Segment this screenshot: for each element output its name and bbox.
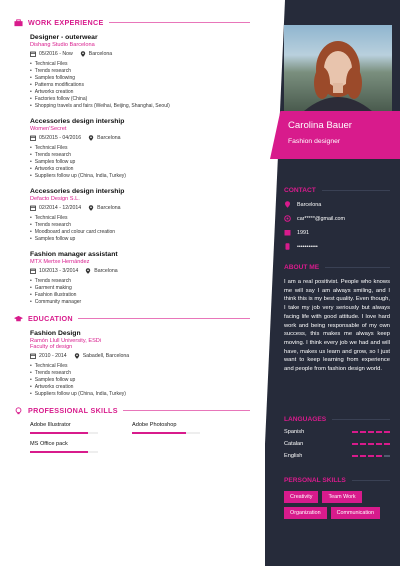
degree-title: Fashion Design	[30, 330, 81, 337]
job-task-list	[30, 215, 250, 243]
language-level	[352, 443, 390, 445]
contact-header	[284, 187, 390, 194]
skill-bar-fill	[30, 432, 88, 434]
education-task: • Technical Files	[30, 363, 250, 370]
job-task: • Factories follow (China)	[30, 96, 250, 103]
job-task-list	[30, 61, 250, 110]
job-task: • Shopping travels and fairs (Weihai, Beijing, Shanghai, Seoul)	[30, 103, 250, 110]
language-row	[284, 429, 390, 435]
languages-header	[284, 416, 390, 423]
language-level-dot	[376, 455, 382, 457]
education-entry	[30, 330, 250, 398]
contact-section	[284, 187, 390, 250]
about-header	[284, 264, 390, 271]
skill-bar	[132, 432, 200, 434]
job-task: • Trends research	[30, 222, 250, 229]
calendar-icon	[30, 135, 36, 141]
phone-icon	[284, 243, 291, 250]
job-company: MTX Mertxe Hernández	[30, 259, 90, 265]
job-task: • Trends research	[30, 68, 250, 75]
work-experience-title: WORK EXPERIENCE	[28, 18, 104, 27]
job-task: • Artworks creation	[30, 166, 250, 173]
about-text: I am a real positivist. People who knows me will say I am always smiling, and I think this is my best quality. Even though, I take my job very seriously but always facing life with good attitude. I love hard work and being responsable of my own success, this makes me always keep moving. I think every job we had and will have, makes us learn and grow, so I just want to keep learning from experience and people from fashion design world.	[284, 279, 390, 373]
job-task: • Samples following	[30, 75, 250, 82]
job-entry	[30, 34, 250, 110]
skills-row-2	[30, 441, 250, 453]
language-name: Catalan	[284, 441, 304, 447]
location-pin-icon	[284, 201, 291, 208]
job-title: Accessories design intership	[30, 118, 125, 125]
job-task: • Samples follow up	[30, 236, 250, 243]
contact-birth-text: 1991	[297, 229, 309, 236]
job-task: • Artworks creation	[30, 89, 250, 96]
faculty-name: Faculty of design	[30, 344, 73, 350]
calendar-icon	[30, 205, 36, 211]
job-location: Barcelona	[94, 268, 118, 274]
language-row	[284, 441, 390, 447]
contact-phone[interactable]	[284, 243, 390, 250]
personal-skills-title: PERSONAL SKILLS	[284, 477, 346, 484]
skill-item	[30, 422, 98, 434]
education-task: • Suppliers follow up (China, India, Turkey)	[30, 391, 250, 398]
job-meta	[30, 205, 250, 211]
language-level-dot	[376, 431, 382, 433]
job-task: • Trends research	[30, 278, 250, 285]
personal-skills-chips	[284, 491, 390, 519]
work-experience-header	[14, 18, 250, 27]
education-task: • Samples follow up	[30, 377, 250, 384]
section-divider	[78, 318, 250, 319]
job-company: Women'Secret	[30, 126, 67, 132]
job-company: Defacto Design S.L.	[30, 196, 80, 202]
job-task: • Community manager	[30, 299, 250, 306]
skill-bar-fill	[30, 451, 88, 453]
language-level-dot	[368, 455, 374, 457]
location-pin-icon	[74, 353, 80, 359]
contact-location	[284, 201, 390, 208]
languages-title: LANGUAGES	[284, 416, 327, 423]
languages-list	[284, 429, 390, 459]
contact-birth	[284, 229, 390, 236]
job-location: Barcelona	[88, 51, 113, 57]
skill-bar-fill	[132, 432, 186, 434]
personal-skill-chip: Creativity	[284, 491, 318, 503]
personal-skills-section	[284, 477, 390, 519]
contact-email-text: car*****@gmail.com	[297, 215, 346, 222]
language-level	[352, 431, 390, 433]
education-title: EDUCATION	[28, 314, 73, 323]
job-task-list	[30, 278, 250, 306]
personal-skill-chip: Team Work	[322, 491, 361, 503]
section-divider	[325, 267, 390, 268]
job-meta	[30, 51, 250, 57]
calendar-icon	[30, 353, 36, 359]
section-divider	[332, 419, 390, 420]
personal-skills-header	[284, 477, 390, 484]
job-task: • Suppliers follow up (China, India, Turkey)	[30, 173, 250, 180]
job-entry	[30, 118, 250, 180]
name-banner	[270, 111, 400, 159]
job-location: Barcelona	[97, 205, 121, 211]
email-icon	[284, 215, 291, 222]
job-task: • Samples follow up	[30, 159, 250, 166]
language-level-dot	[360, 443, 366, 445]
language-level-dot	[384, 455, 390, 457]
job-title: Designer - outerwear	[30, 34, 98, 41]
profile-role: Fashion designer	[288, 138, 341, 145]
job-company: Dishang Studio Barcelona	[30, 42, 95, 48]
language-level-dot	[368, 443, 374, 445]
about-title: ABOUT ME	[284, 264, 320, 271]
job-task: • Trends research	[30, 152, 250, 159]
job-dates: 05/2016 - Now	[39, 51, 73, 57]
professional-skills-title: PROFESSIONAL SKILLS	[28, 406, 118, 415]
job-task: • Technical Files	[30, 61, 250, 68]
education-task-list	[30, 363, 250, 398]
job-dates: 02/2014 - 12/2014	[39, 205, 82, 211]
language-level-dot	[352, 455, 358, 457]
skills-row-1	[30, 422, 250, 434]
education-dates: 2010 - 2014	[39, 353, 67, 359]
contact-phone-text: •••••••••••	[297, 243, 318, 250]
skill-label: MS Office pack	[30, 441, 68, 447]
language-level-dot	[384, 443, 390, 445]
profile-photo	[284, 25, 392, 111]
language-name: English	[284, 453, 303, 459]
location-pin-icon	[85, 268, 91, 274]
job-meta	[30, 268, 250, 274]
skill-bar	[30, 432, 98, 434]
language-level-dot	[376, 443, 382, 445]
contact-title: CONTACT	[284, 187, 316, 194]
personal-skill-chip: Communication	[331, 507, 380, 519]
education-task: • Artworks creation	[30, 384, 250, 391]
job-task-list	[30, 145, 250, 180]
language-level-dot	[384, 431, 390, 433]
job-location: Barcelona	[97, 135, 121, 141]
professional-skills-header	[14, 406, 250, 415]
graduation-cap-icon	[14, 315, 23, 323]
calendar-icon	[30, 268, 36, 274]
languages-section	[284, 416, 390, 459]
education-header	[14, 314, 250, 323]
education-location: Sabadell, Barcelona	[82, 353, 130, 359]
skill-bar	[30, 451, 98, 453]
job-dates: 10/2013 - 3/2014	[39, 268, 79, 274]
calendar-icon	[30, 51, 36, 57]
contact-email[interactable]	[284, 215, 390, 222]
section-divider	[352, 480, 390, 481]
language-row	[284, 453, 390, 459]
job-dates: 05/2015 - 04/2016	[39, 135, 82, 141]
education-task: • Trends research	[30, 370, 250, 377]
calendar-icon	[284, 229, 291, 236]
language-level-dot	[368, 431, 374, 433]
job-task: • Technical Files	[30, 215, 250, 222]
profile-name: Carolina Bauer	[288, 120, 352, 131]
language-level-dot	[352, 431, 358, 433]
section-divider	[109, 22, 250, 23]
language-level-dot	[352, 443, 358, 445]
job-task: • Moodboard and colour card creation	[30, 229, 250, 236]
language-level	[352, 455, 390, 457]
location-pin-icon	[80, 51, 86, 57]
section-divider	[123, 410, 250, 411]
language-level-dot	[360, 455, 366, 457]
jobs-list	[14, 34, 250, 306]
skill-item	[30, 441, 98, 453]
job-task: • Garment making	[30, 285, 250, 292]
job-title: Accessories design intership	[30, 188, 125, 195]
contact-location-text: Barcelona	[297, 201, 322, 208]
lightbulb-icon	[14, 407, 23, 415]
job-entry	[30, 188, 250, 243]
location-pin-icon	[88, 205, 94, 211]
personal-skill-chip: Organization	[284, 507, 327, 519]
job-task: • Patterns modifications	[30, 82, 250, 89]
job-task: • Technical Files	[30, 145, 250, 152]
skill-item	[132, 422, 200, 434]
job-task: • Fashion illustration	[30, 292, 250, 299]
language-level-dot	[360, 431, 366, 433]
language-name: Spanish	[284, 429, 305, 435]
school-name: Ramón Llull University, ESDi	[30, 338, 102, 344]
education-meta	[30, 353, 250, 359]
skill-label: Adobe Illustrator	[30, 422, 71, 428]
about-section	[284, 264, 390, 374]
job-entry	[30, 251, 250, 306]
section-divider	[322, 190, 390, 191]
skill-label: Adobe Photoshop	[132, 422, 177, 428]
job-title: Fashion manager assistant	[30, 251, 118, 258]
job-meta	[30, 135, 250, 141]
location-pin-icon	[88, 135, 94, 141]
main-column	[14, 18, 250, 453]
briefcase-icon	[14, 19, 23, 27]
